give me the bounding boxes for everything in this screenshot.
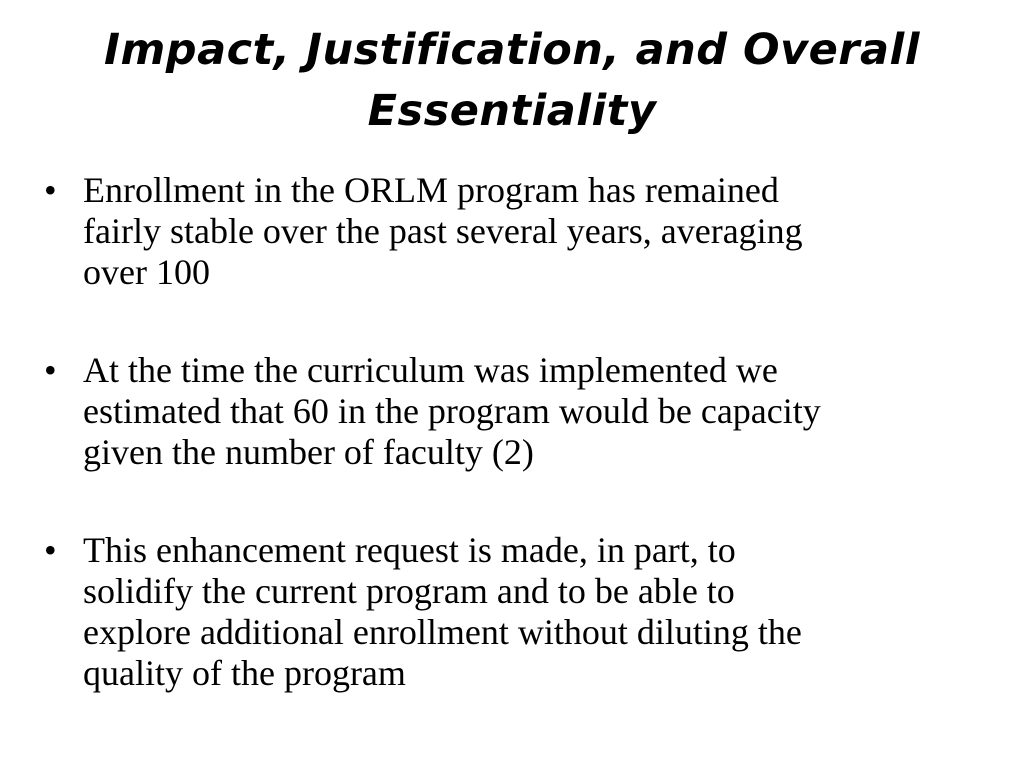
slide-title-line-2: Essentiality bbox=[367, 86, 657, 136]
bullet-item-capacity bbox=[44, 350, 984, 473]
bullet-item-enrollment bbox=[44, 170, 984, 293]
bullet-list bbox=[44, 170, 984, 751]
bullet-text-line: Enrollment in the ORLM program has remained bbox=[83, 170, 779, 210]
bullet-text-line: This enhancement request is made, in part, to bbox=[83, 530, 736, 570]
bullet-item-enhancement bbox=[44, 530, 984, 694]
bullet-text-line: explore additional enrollment without diluting the bbox=[83, 612, 802, 652]
bullet-text-line: estimated that 60 in the program would be capacity bbox=[83, 391, 821, 431]
bullet-text-line: quality of the program bbox=[83, 653, 406, 693]
bullet-dot-icon: • bbox=[44, 530, 57, 570]
bullet-text-line: solidify the current program and to be able to bbox=[83, 571, 735, 611]
slide-title bbox=[40, 20, 984, 142]
bullet-text-line: given the number of faculty (2) bbox=[83, 432, 534, 472]
slide-title-line-1: Impact, Justification, and Overall bbox=[104, 25, 920, 75]
bullet-text-line: At the time the curriculum was implemented we bbox=[83, 350, 778, 390]
bullet-text-line: over 100 bbox=[83, 252, 210, 292]
bullet-dot-icon: • bbox=[44, 170, 57, 210]
bullet-text-line: fairly stable over the past several years, averaging bbox=[83, 211, 803, 251]
bullet-dot-icon: • bbox=[44, 350, 57, 390]
